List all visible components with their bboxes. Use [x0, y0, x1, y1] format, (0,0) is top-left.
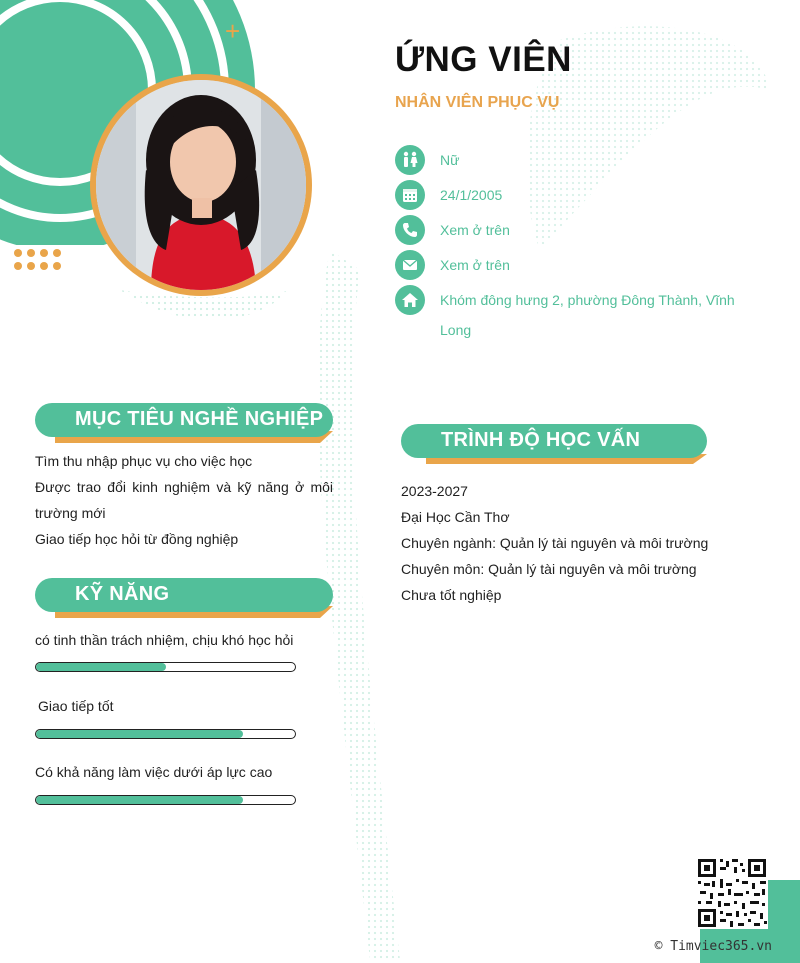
objective-line: Được trao đổi kinh nghiệm và kỹ năng ở môi trường mới	[35, 479, 333, 521]
copyright-footer: © Timviec365.vn	[654, 939, 772, 954]
qr-code[interactable]	[696, 857, 768, 929]
candidate-name: ỨNG VIÊN	[395, 40, 572, 79]
objective-header	[35, 403, 333, 445]
gender-text: Nữ	[440, 152, 460, 168]
education-line: 2023-2027	[401, 483, 468, 499]
objective-line: Tìm thu nhập phục vụ cho việc học	[35, 453, 253, 469]
birthday-text: 24/1/2005	[440, 187, 503, 203]
objective-title: MỤC TIÊU NGHỀ NGHIỆP	[75, 408, 324, 430]
job-title: NHÂN VIÊN PHỤC VỤ	[395, 94, 560, 111]
education-line: Chuyên ngành: Quản lý tài nguyên và môi trường	[401, 535, 709, 551]
skill-bar	[35, 795, 296, 805]
education-line: Chưa tốt nghiệp	[401, 587, 502, 603]
skill-label: có tinh thần trách nhiệm, chịu khó học hỏi	[35, 632, 294, 648]
address-line-2: Long	[440, 322, 472, 338]
education-title: TRÌNH ĐỘ HỌC VẤN	[441, 429, 641, 451]
gender-icon	[395, 145, 425, 175]
home-icon	[395, 285, 425, 315]
calendar-icon	[395, 180, 425, 210]
email-text[interactable]: Xem ở trên	[440, 257, 510, 273]
avatar-frame	[90, 74, 312, 296]
phone-text[interactable]: Xem ở trên	[440, 222, 510, 238]
skill-label: Có khả năng làm việc dưới áp lực cao	[35, 764, 273, 780]
email-icon	[395, 250, 425, 280]
skill-label: Giao tiếp tốt	[38, 698, 114, 714]
objective-content	[35, 448, 333, 552]
skill-bar	[35, 662, 296, 672]
skills-header	[35, 578, 333, 620]
education-line: Chuyên môn: Quản lý tài nguyên và môi trường	[401, 561, 697, 577]
avatar	[96, 80, 306, 290]
address-line-1: Khóm đông hưng 2, phường Đông Thành, Vĩnh	[440, 292, 735, 308]
education-content	[401, 478, 761, 608]
skill-bar	[35, 729, 296, 739]
objective-line: Giao tiếp học hỏi từ đồng nghiệp	[35, 531, 239, 547]
education-header	[401, 424, 707, 466]
skills-title: KỸ NĂNG	[75, 583, 170, 605]
phone-icon	[395, 215, 425, 245]
education-line: Đại Học Cần Thơ	[401, 509, 510, 525]
svg-text:+: +	[225, 16, 241, 46]
